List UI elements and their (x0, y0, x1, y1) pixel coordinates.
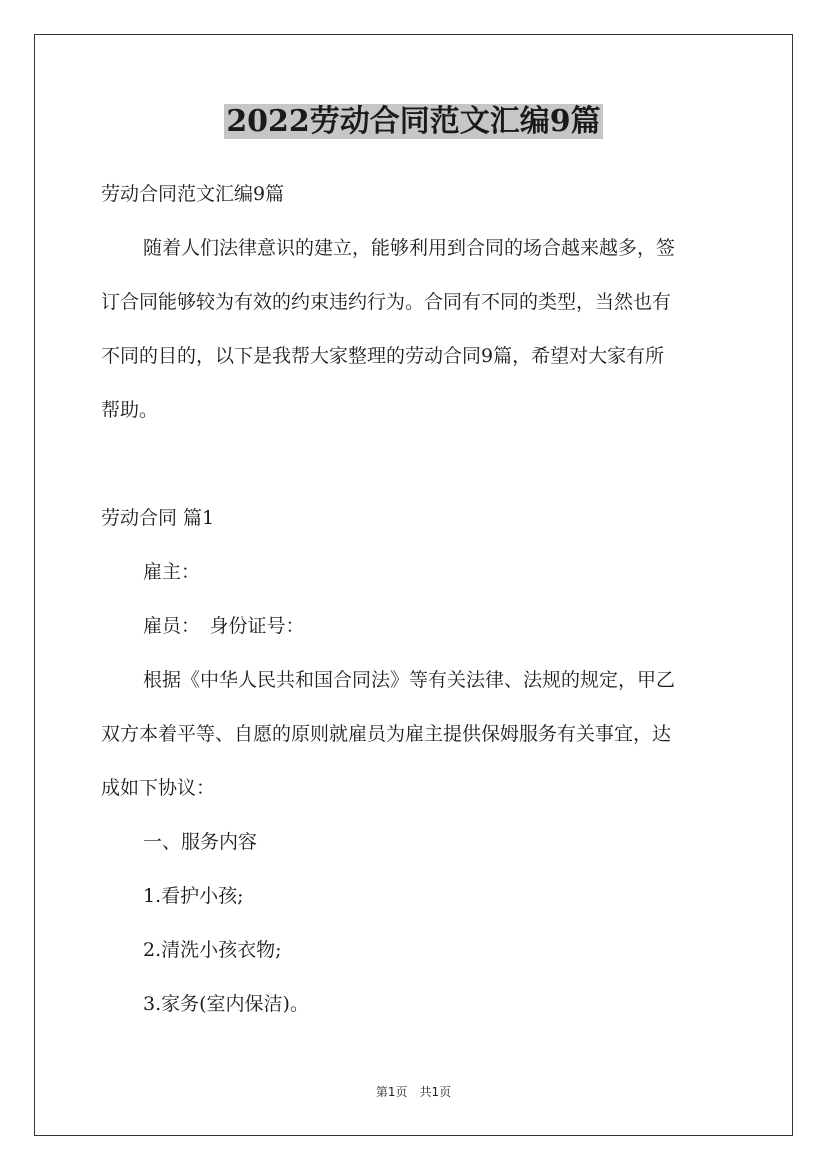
clause-item-1: 1.看护小孩; (143, 885, 244, 907)
basis-line-3: 成如下协议： (101, 777, 216, 799)
document-title-text: 2022劳动合同范文汇编9篇 (226, 104, 601, 139)
page-footer (0, 1084, 827, 1100)
document-subtitle: 劳动合同范文汇编9篇 (101, 183, 285, 205)
intro-line-2: 订合同能够较为有效的约束违约行为。合同有不同的类型，当然也有 (101, 291, 672, 313)
employee-label: 雇员： 身份证号： (143, 615, 305, 637)
page-indicator: 第1页 共1页 (375, 1085, 452, 1099)
basis-line-2: 双方本着平等、自愿的原则就雇员为雇主提供保姆服务有关事宜，达 (101, 723, 672, 745)
intro-line-3: 不同的目的，以下是我帮大家整理的劳动合同9篇，希望对大家有所 (101, 345, 665, 367)
employer-label: 雇主： (143, 561, 201, 583)
clause-heading: 一、服务内容 (143, 831, 258, 853)
document-title (0, 102, 827, 142)
clause-item-3: 3.家务(室内保洁)。 (143, 993, 309, 1015)
intro-line-1: 随着人们法律意识的建立，能够利用到合同的场合越来越多，签 (143, 237, 676, 259)
section-heading: 劳动合同 篇1 (101, 507, 215, 529)
basis-line-1: 根据《中华人民共和国合同法》等有关法律、法规的规定，甲乙 (143, 669, 676, 691)
clause-item-2: 2.清洗小孩衣物; (143, 939, 282, 961)
intro-line-4: 帮助。 (101, 399, 159, 421)
